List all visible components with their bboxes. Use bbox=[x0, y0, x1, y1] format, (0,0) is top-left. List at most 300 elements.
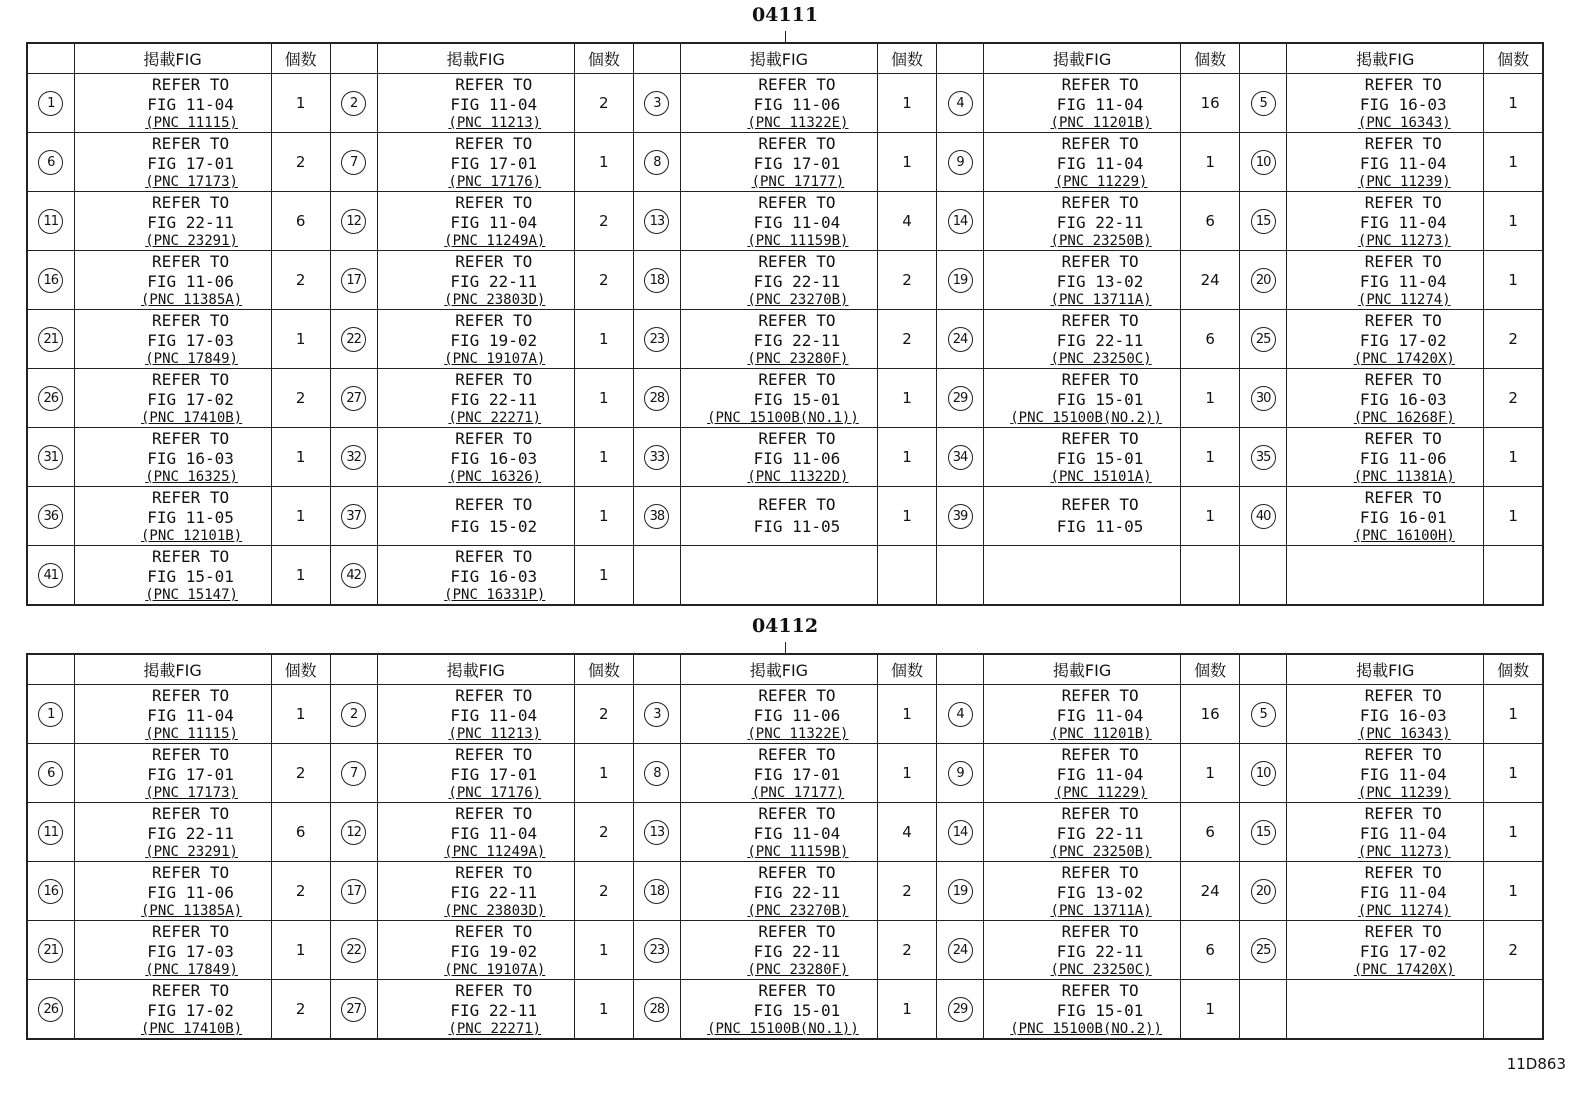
header-fig: 掲載FIG bbox=[74, 43, 271, 74]
item-number-circle: 9 bbox=[948, 761, 973, 786]
refer-to-text: REFER TO bbox=[758, 863, 836, 882]
item-number-cell bbox=[330, 980, 377, 1040]
reference-cell bbox=[984, 685, 1181, 744]
reference-cell bbox=[1287, 369, 1484, 428]
item-number-circle: 3 bbox=[644, 91, 669, 116]
fig-reference: FIG 22-11 bbox=[753, 942, 841, 961]
quantity-cell: 1 bbox=[574, 980, 633, 1040]
item-number-cell bbox=[1240, 133, 1287, 192]
item-number-cell bbox=[27, 862, 74, 921]
pnc-code: (PNC 15100B(NO.2)) bbox=[1010, 1021, 1162, 1037]
item-number-cell bbox=[330, 803, 377, 862]
item-number-circle: 28 bbox=[644, 997, 669, 1022]
title-tick bbox=[785, 642, 786, 653]
fig-reference: FIG 11-04 bbox=[1359, 213, 1447, 232]
pnc-code: (PNC 11159B) bbox=[747, 233, 849, 249]
reference-cell bbox=[377, 862, 574, 921]
refer-to-text: REFER TO bbox=[1061, 252, 1139, 271]
quantity-cell: 1 bbox=[1484, 133, 1543, 192]
pnc-code: (PNC 11239) bbox=[1357, 785, 1451, 801]
item-number-circle: 26 bbox=[38, 997, 63, 1022]
refer-to-text: REFER TO bbox=[758, 134, 836, 153]
pnc-code: (PNC 11115) bbox=[145, 115, 238, 131]
item-number-circle: 40 bbox=[1251, 504, 1276, 529]
item-number-cell bbox=[330, 74, 377, 133]
fig-reference: FIG 11-04 bbox=[1359, 154, 1447, 173]
item-number-cell bbox=[937, 685, 984, 744]
pnc-code: (PNC 11115) bbox=[145, 726, 238, 742]
item-number-circle: 21 bbox=[38, 327, 63, 352]
fig-reference: FIG 15-01 bbox=[753, 1001, 841, 1020]
pnc-code: (PNC 15101A) bbox=[1050, 469, 1152, 485]
reference-cell bbox=[74, 487, 271, 546]
quantity-cell: 2 bbox=[877, 921, 936, 980]
fig-reference: FIG 11-06 bbox=[753, 449, 841, 468]
pnc-code: (PNC 11385A) bbox=[141, 903, 243, 919]
quantity-cell bbox=[1181, 546, 1240, 606]
quantity-cell: 2 bbox=[271, 744, 330, 803]
item-number-cell bbox=[1240, 369, 1287, 428]
quantity-cell: 4 bbox=[877, 192, 936, 251]
reference-cell bbox=[1287, 74, 1484, 133]
header-fig: 掲載FIG bbox=[377, 43, 574, 74]
item-number-cell bbox=[1240, 980, 1287, 1040]
item-number-cell bbox=[27, 428, 74, 487]
fig-reference: FIG 17-01 bbox=[450, 154, 538, 173]
item-number-circle: 14 bbox=[948, 820, 973, 845]
figure-code: 11D863 bbox=[1506, 1055, 1566, 1073]
refer-to-text: REFER TO bbox=[758, 686, 836, 705]
fig-reference: FIG 15-01 bbox=[1056, 449, 1144, 468]
quantity-cell: 1 bbox=[1484, 428, 1543, 487]
header-qty: 個数 bbox=[271, 654, 330, 685]
item-number-circle: 4 bbox=[948, 702, 973, 727]
reference-cell bbox=[984, 428, 1181, 487]
fig-reference: FIG 15-01 bbox=[753, 390, 841, 409]
item-number-circle: 18 bbox=[644, 879, 669, 904]
header-blank bbox=[27, 654, 74, 685]
pnc-code: (PNC 11213) bbox=[448, 115, 542, 131]
fig-reference: FIG 22-11 bbox=[147, 824, 234, 843]
quantity-cell: 2 bbox=[271, 133, 330, 192]
refer-to-text: REFER TO bbox=[1061, 922, 1139, 941]
item-number-cell bbox=[633, 310, 680, 369]
refer-to-text: REFER TO bbox=[1364, 134, 1442, 153]
item-number-circle: 5 bbox=[1251, 702, 1276, 727]
refer-to-text: REFER TO bbox=[455, 804, 533, 823]
item-number-cell bbox=[937, 862, 984, 921]
quantity-cell: 1 bbox=[1484, 685, 1543, 744]
fig-reference: FIG 11-04 bbox=[1359, 883, 1447, 902]
fig-reference: FIG 11-06 bbox=[753, 95, 841, 114]
item-number-cell bbox=[937, 369, 984, 428]
item-number-circle: 35 bbox=[1251, 445, 1276, 470]
pnc-code: (PNC 19107A) bbox=[444, 962, 546, 978]
reference-cell bbox=[74, 803, 271, 862]
reference-cell bbox=[377, 744, 574, 803]
item-number-cell bbox=[633, 487, 680, 546]
header-row bbox=[27, 654, 1543, 685]
reference-cell bbox=[984, 251, 1181, 310]
fig-reference: FIG 11-04 bbox=[1359, 824, 1447, 843]
quantity-cell: 1 bbox=[574, 310, 633, 369]
reference-cell bbox=[377, 803, 574, 862]
refer-to-text: REFER TO bbox=[1364, 252, 1442, 271]
item-number-circle: 29 bbox=[948, 997, 973, 1022]
item-number-cell bbox=[330, 133, 377, 192]
item-number-cell bbox=[937, 428, 984, 487]
reference-cell bbox=[1287, 487, 1484, 546]
reference-cell bbox=[74, 546, 271, 606]
quantity-cell: 1 bbox=[271, 546, 330, 606]
header-fig: 掲載FIG bbox=[680, 654, 877, 685]
quantity-cell: 1 bbox=[877, 685, 936, 744]
item-number-cell bbox=[330, 192, 377, 251]
quantity-cell: 2 bbox=[574, 803, 633, 862]
pnc-code: (PNC 23270B) bbox=[747, 903, 849, 919]
item-number-circle: 32 bbox=[341, 445, 366, 470]
reference-cell bbox=[984, 862, 1181, 921]
reference-cell bbox=[1287, 803, 1484, 862]
quantity-cell bbox=[1484, 980, 1543, 1040]
refer-to-text: REFER TO bbox=[455, 75, 533, 94]
reference-cell bbox=[74, 310, 271, 369]
item-number-circle: 24 bbox=[948, 327, 973, 352]
reference-cell bbox=[1287, 428, 1484, 487]
reference-cell bbox=[377, 369, 574, 428]
reference-cell bbox=[984, 310, 1181, 369]
item-number-circle: 28 bbox=[644, 386, 669, 411]
header-blank bbox=[1240, 43, 1287, 74]
item-number-circle: 13 bbox=[644, 209, 669, 234]
table-row bbox=[27, 251, 1543, 310]
item-number-circle: 4 bbox=[948, 91, 973, 116]
item-number-circle: 13 bbox=[644, 820, 669, 845]
header-fig: 掲載FIG bbox=[984, 43, 1181, 74]
refer-to-text: REFER TO bbox=[455, 547, 533, 566]
pnc-code: (PNC 15147) bbox=[145, 587, 238, 603]
pnc-code: (PNC 16268F) bbox=[1353, 410, 1455, 426]
refer-to-text: REFER TO bbox=[152, 547, 230, 566]
refer-to-text: REFER TO bbox=[152, 370, 230, 389]
item-number-circle: 12 bbox=[341, 820, 366, 845]
item-number-cell bbox=[937, 744, 984, 803]
refer-to-text: REFER TO bbox=[1061, 193, 1139, 212]
table-row bbox=[27, 74, 1543, 133]
reference-cell bbox=[74, 369, 271, 428]
item-number-circle: 39 bbox=[948, 504, 973, 529]
item-number-circle: 16 bbox=[38, 268, 63, 293]
refer-to-text: REFER TO bbox=[1364, 193, 1442, 212]
fig-reference: FIG 11-04 bbox=[1056, 706, 1144, 725]
item-number-cell bbox=[330, 921, 377, 980]
reference-cell bbox=[377, 74, 574, 133]
pnc-code: (PNC 17410B) bbox=[141, 410, 243, 426]
pnc-code: (PNC 11249A) bbox=[444, 844, 546, 860]
item-number-cell bbox=[937, 74, 984, 133]
pnc-code: (PNC 22271) bbox=[448, 410, 542, 426]
reference-cell bbox=[984, 74, 1181, 133]
item-number-circle: 2 bbox=[341, 702, 366, 727]
header-blank bbox=[633, 43, 680, 74]
quantity-cell bbox=[1484, 546, 1543, 606]
item-number-circle: 15 bbox=[1251, 820, 1276, 845]
pnc-code: (PNC 15100B(NO.1)) bbox=[707, 410, 859, 426]
quantity-cell: 2 bbox=[574, 685, 633, 744]
pnc-code: (PNC 11322E) bbox=[747, 726, 849, 742]
pnc-code: (PNC 23250C) bbox=[1050, 962, 1152, 978]
quantity-cell: 1 bbox=[271, 685, 330, 744]
item-number-cell bbox=[633, 744, 680, 803]
item-number-circle: 34 bbox=[948, 445, 973, 470]
pnc-code: (PNC 11385A) bbox=[141, 292, 243, 308]
item-number-circle: 10 bbox=[1251, 761, 1276, 786]
refer-to-text: REFER TO bbox=[1061, 134, 1139, 153]
quantity-cell: 2 bbox=[574, 862, 633, 921]
quantity-cell: 2 bbox=[877, 862, 936, 921]
reference-cell bbox=[377, 310, 574, 369]
pnc-code: (PNC 11249A) bbox=[444, 233, 546, 249]
refer-to-text: REFER TO bbox=[1061, 686, 1139, 705]
reference-cell bbox=[1287, 133, 1484, 192]
table-row bbox=[27, 744, 1543, 803]
reference-cell bbox=[984, 369, 1181, 428]
pnc-code: (PNC 19107A) bbox=[444, 351, 546, 367]
quantity-cell: 2 bbox=[574, 74, 633, 133]
fig-reference: FIG 22-11 bbox=[450, 272, 538, 291]
table-row bbox=[27, 369, 1543, 428]
refer-to-text: REFER TO bbox=[152, 745, 230, 764]
reference-cell bbox=[680, 546, 877, 606]
refer-to-text: REFER TO bbox=[1364, 922, 1442, 941]
refer-to-text: REFER TO bbox=[1364, 429, 1442, 448]
quantity-cell: 1 bbox=[574, 487, 633, 546]
reference-cell bbox=[74, 744, 271, 803]
quantity-cell: 1 bbox=[574, 369, 633, 428]
refer-to-text: REFER TO bbox=[152, 922, 230, 941]
reference-cell bbox=[680, 369, 877, 428]
header-qty: 個数 bbox=[1181, 43, 1240, 74]
reference-cell bbox=[680, 133, 877, 192]
fig-reference: FIG 11-04 bbox=[450, 95, 538, 114]
item-number-cell bbox=[937, 803, 984, 862]
reference-cell bbox=[680, 74, 877, 133]
header-qty: 個数 bbox=[574, 654, 633, 685]
item-number-circle: 6 bbox=[38, 761, 63, 786]
reference-cell bbox=[74, 921, 271, 980]
quantity-cell: 1 bbox=[877, 133, 936, 192]
quantity-cell: 6 bbox=[271, 803, 330, 862]
item-number-circle: 16 bbox=[38, 879, 63, 904]
quantity-cell: 1 bbox=[271, 921, 330, 980]
refer-to-text: REFER TO bbox=[152, 134, 230, 153]
refer-to-text: REFER TO bbox=[1364, 311, 1442, 330]
fig-reference: FIG 17-01 bbox=[450, 765, 538, 784]
pnc-code: (PNC 17420X) bbox=[1353, 962, 1455, 978]
quantity-cell: 1 bbox=[271, 310, 330, 369]
quantity-cell: 2 bbox=[574, 192, 633, 251]
reference-cell bbox=[74, 862, 271, 921]
reference-cell bbox=[1287, 744, 1484, 803]
pnc-code: (PNC 23291) bbox=[145, 844, 238, 860]
reference-cell bbox=[74, 74, 271, 133]
refer-to-text: REFER TO bbox=[758, 429, 836, 448]
item-number-cell bbox=[27, 251, 74, 310]
header-fig: 掲載FIG bbox=[984, 654, 1181, 685]
item-number-circle: 37 bbox=[341, 504, 366, 529]
fig-reference: FIG 17-02 bbox=[1359, 331, 1447, 350]
quantity-cell: 1 bbox=[574, 133, 633, 192]
reference-cell bbox=[74, 428, 271, 487]
item-number-cell bbox=[633, 192, 680, 251]
refer-to-text: REFER TO bbox=[455, 134, 533, 153]
quantity-cell: 2 bbox=[271, 251, 330, 310]
item-number-circle: 17 bbox=[341, 268, 366, 293]
reference-cell bbox=[984, 546, 1181, 606]
pnc-code: (PNC 23250C) bbox=[1050, 351, 1152, 367]
pnc-code: (PNC 11381A) bbox=[1353, 469, 1455, 485]
fig-reference: FIG 16-03 bbox=[1359, 95, 1447, 114]
quantity-cell: 1 bbox=[271, 74, 330, 133]
reference-cell bbox=[377, 487, 574, 546]
quantity-cell: 1 bbox=[1181, 487, 1240, 546]
item-number-cell bbox=[330, 862, 377, 921]
pnc-code: (PNC 17173) bbox=[145, 174, 238, 190]
reference-cell bbox=[377, 251, 574, 310]
header-blank bbox=[1240, 654, 1287, 685]
quantity-cell: 1 bbox=[574, 428, 633, 487]
fig-reference: FIG 11-04 bbox=[147, 706, 234, 725]
refer-to-text: REFER TO bbox=[152, 252, 230, 271]
quantity-cell: 6 bbox=[1181, 803, 1240, 862]
refer-to-text: REFER TO bbox=[758, 922, 836, 941]
pnc-code: (PNC 23803D) bbox=[444, 292, 546, 308]
pnc-code: (PNC 23250B) bbox=[1050, 233, 1152, 249]
item-number-cell bbox=[27, 310, 74, 369]
header-qty: 個数 bbox=[574, 43, 633, 74]
refer-to-text: REFER TO bbox=[1364, 686, 1442, 705]
reference-cell bbox=[680, 980, 877, 1040]
reference-cell bbox=[74, 251, 271, 310]
fig-reference: FIG 17-03 bbox=[147, 331, 234, 350]
reference-cell bbox=[74, 980, 271, 1040]
refer-to-text: REFER TO bbox=[758, 75, 836, 94]
fig-reference: FIG 11-05 bbox=[753, 517, 841, 536]
fig-reference: FIG 11-05 bbox=[1056, 517, 1144, 536]
item-number-circle: 31 bbox=[38, 445, 63, 470]
fig-reference: FIG 22-11 bbox=[1056, 213, 1144, 232]
refer-to-text: REFER TO bbox=[455, 429, 533, 448]
quantity-cell: 16 bbox=[1181, 685, 1240, 744]
item-number-cell bbox=[937, 921, 984, 980]
item-number-cell bbox=[27, 192, 74, 251]
quantity-cell: 1 bbox=[1181, 133, 1240, 192]
fig-reference: FIG 13-02 bbox=[1056, 883, 1144, 902]
refer-to-text: REFER TO bbox=[758, 804, 836, 823]
fig-reference: FIG 11-04 bbox=[147, 95, 234, 114]
item-number-cell bbox=[330, 487, 377, 546]
pnc-code: (PNC 23803D) bbox=[444, 903, 546, 919]
pnc-code: (PNC 13711A) bbox=[1050, 903, 1152, 919]
refer-to-text: REFER TO bbox=[455, 495, 533, 514]
refer-to-text: REFER TO bbox=[152, 804, 230, 823]
quantity-cell: 1 bbox=[271, 428, 330, 487]
quantity-cell: 6 bbox=[271, 192, 330, 251]
item-number-circle: 10 bbox=[1251, 150, 1276, 175]
reference-cell bbox=[680, 251, 877, 310]
parts-table bbox=[26, 653, 1544, 1040]
item-number-cell bbox=[27, 803, 74, 862]
refer-to-text: REFER TO bbox=[455, 686, 533, 705]
pnc-code: (PNC 12101B) bbox=[141, 528, 243, 544]
fig-reference: FIG 22-11 bbox=[753, 272, 841, 291]
quantity-cell: 6 bbox=[1181, 921, 1240, 980]
fig-reference: FIG 22-11 bbox=[753, 883, 841, 902]
item-number-circle: 17 bbox=[341, 879, 366, 904]
quantity-cell: 1 bbox=[877, 487, 936, 546]
pnc-code: (PNC 23291) bbox=[145, 233, 238, 249]
item-number-cell bbox=[633, 251, 680, 310]
fig-reference: FIG 11-04 bbox=[450, 824, 538, 843]
item-number-cell bbox=[633, 862, 680, 921]
quantity-cell: 1 bbox=[574, 744, 633, 803]
quantity-cell: 1 bbox=[877, 74, 936, 133]
refer-to-text: REFER TO bbox=[152, 311, 230, 330]
quantity-cell: 2 bbox=[877, 310, 936, 369]
reference-cell bbox=[377, 685, 574, 744]
reference-cell bbox=[1287, 546, 1484, 606]
fig-reference: FIG 22-11 bbox=[753, 331, 841, 350]
item-number-cell bbox=[27, 921, 74, 980]
item-number-cell bbox=[1240, 546, 1287, 606]
item-number-circle: 14 bbox=[948, 209, 973, 234]
table-row bbox=[27, 921, 1543, 980]
pnc-code: (PNC 17420X) bbox=[1353, 351, 1455, 367]
section-title: 04111 bbox=[751, 4, 819, 26]
header-fig: 掲載FIG bbox=[1287, 654, 1484, 685]
reference-cell bbox=[984, 744, 1181, 803]
item-number-cell bbox=[27, 546, 74, 606]
reference-cell bbox=[1287, 251, 1484, 310]
reference-cell bbox=[680, 803, 877, 862]
quantity-cell: 2 bbox=[1484, 310, 1543, 369]
fig-reference: FIG 22-11 bbox=[147, 213, 234, 232]
fig-reference: FIG 11-04 bbox=[1056, 154, 1144, 173]
item-number-cell bbox=[27, 980, 74, 1040]
item-number-cell bbox=[937, 251, 984, 310]
quantity-cell: 1 bbox=[1484, 803, 1543, 862]
section-title: 04112 bbox=[751, 615, 819, 637]
quantity-cell: 24 bbox=[1181, 862, 1240, 921]
header-row bbox=[27, 43, 1543, 74]
refer-to-text: REFER TO bbox=[1061, 495, 1139, 514]
item-number-cell bbox=[330, 369, 377, 428]
refer-to-text: REFER TO bbox=[455, 370, 533, 389]
refer-to-text: REFER TO bbox=[758, 252, 836, 271]
quantity-cell: 2 bbox=[271, 369, 330, 428]
item-number-cell bbox=[1240, 921, 1287, 980]
fig-reference: FIG 22-11 bbox=[450, 390, 538, 409]
quantity-cell: 1 bbox=[1484, 744, 1543, 803]
pnc-code: (PNC 16343) bbox=[1357, 726, 1451, 742]
item-number-cell bbox=[1240, 192, 1287, 251]
reference-cell bbox=[680, 428, 877, 487]
reference-cell bbox=[1287, 685, 1484, 744]
reference-cell bbox=[680, 862, 877, 921]
quantity-cell: 1 bbox=[877, 428, 936, 487]
fig-reference: FIG 22-11 bbox=[450, 883, 538, 902]
refer-to-text: REFER TO bbox=[1364, 863, 1442, 882]
